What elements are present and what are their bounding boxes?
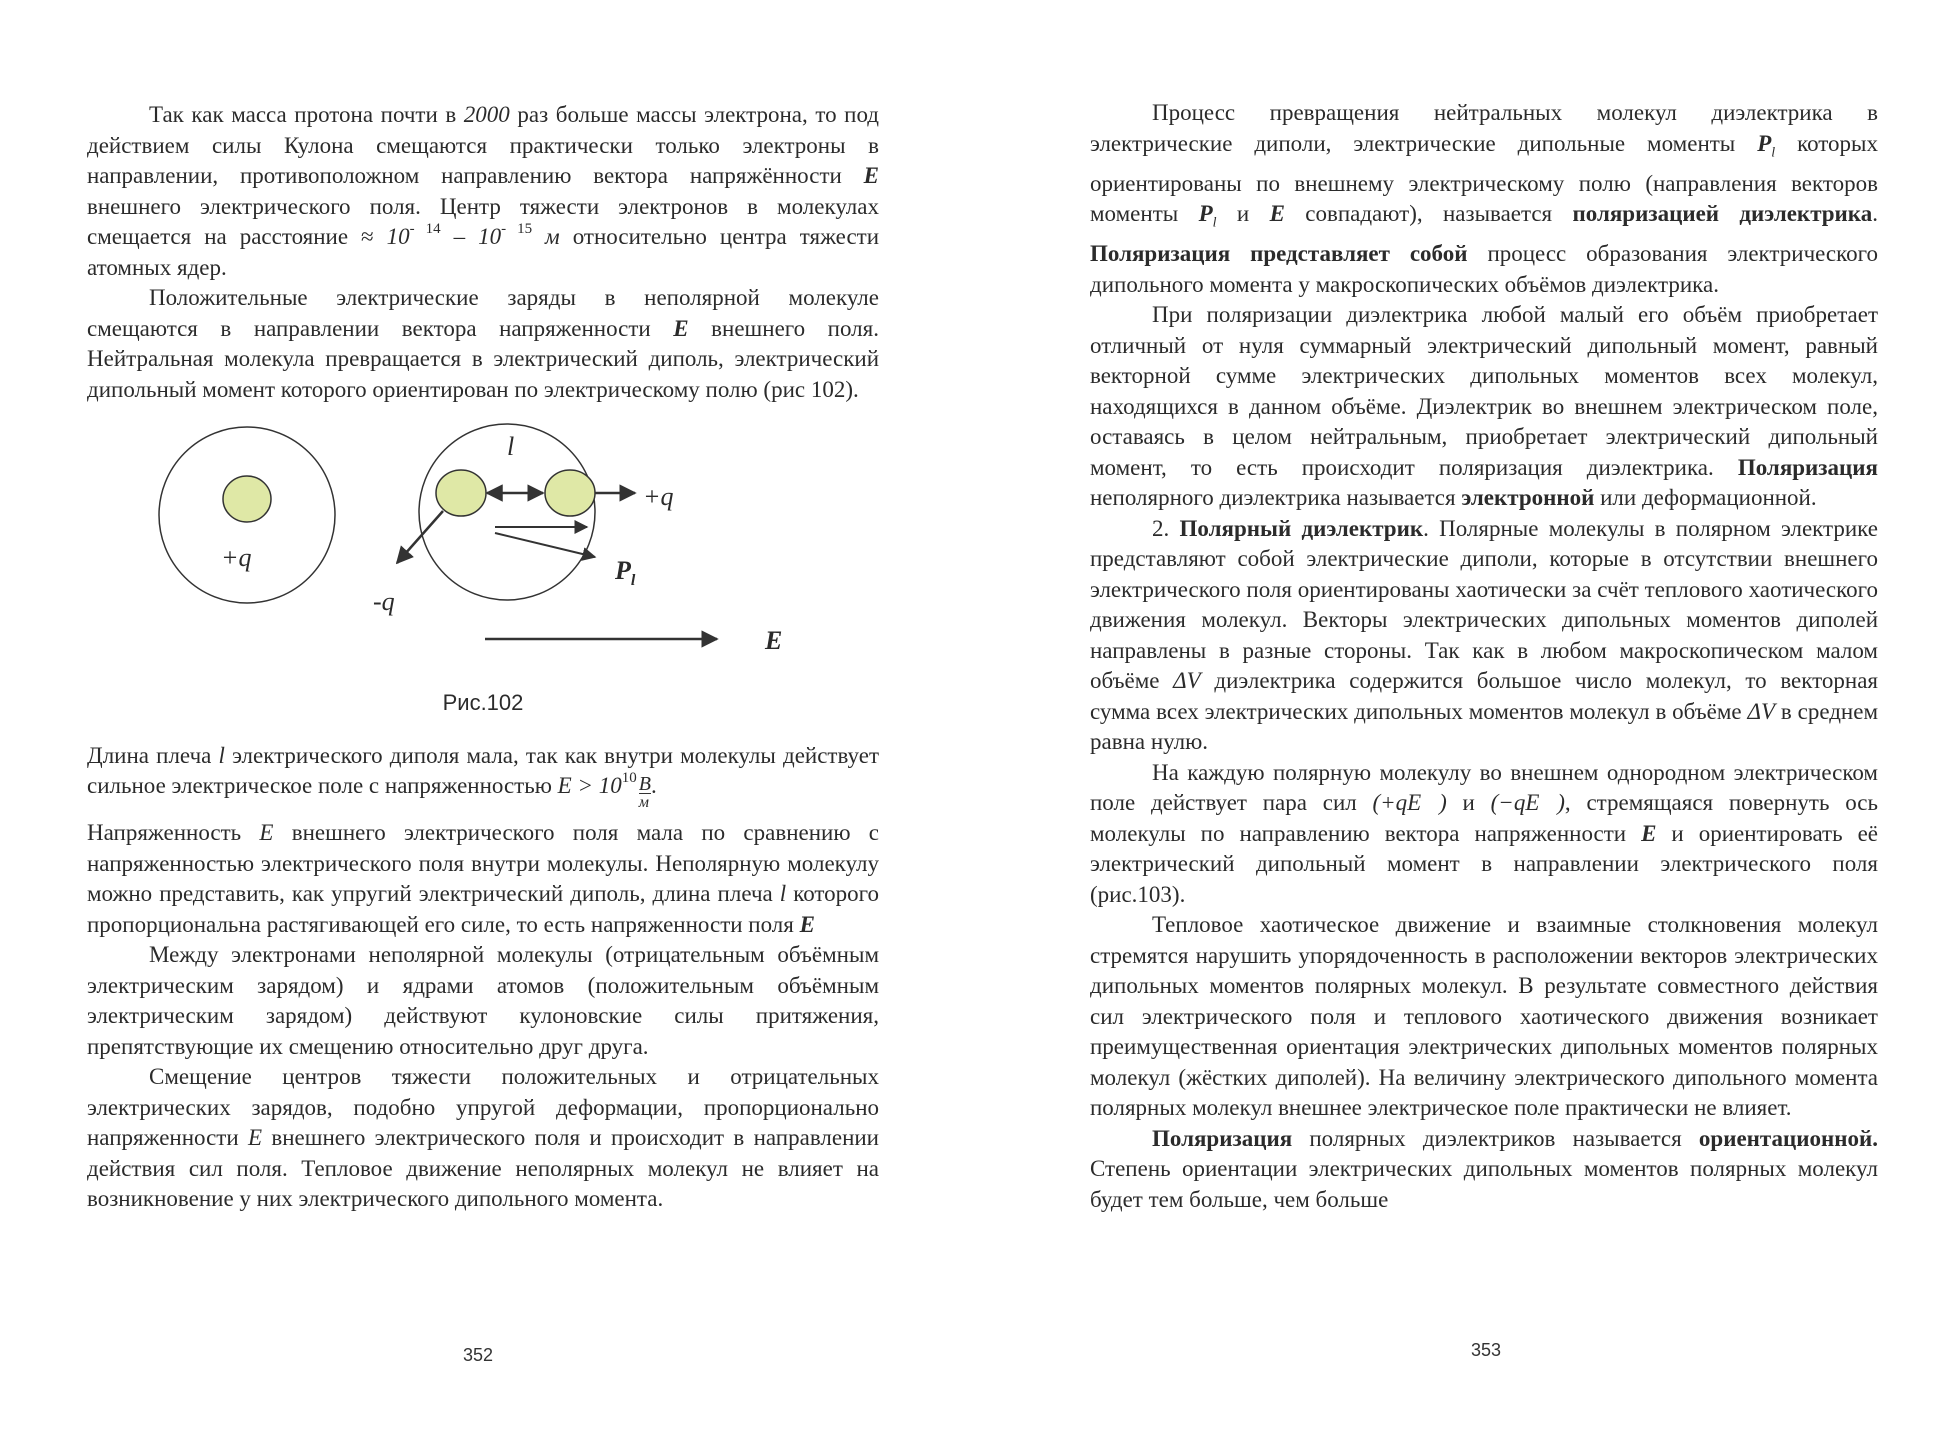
text: которого пропорциональна растягивающей его силе, то есть напряженности поля — [87, 881, 879, 937]
text: полярных диэлектриков называется — [1292, 1125, 1699, 1151]
label-E: E — [765, 626, 783, 655]
fraction — [639, 775, 651, 812]
term-bold: Поляризация — [1737, 454, 1878, 480]
subscript: l — [1771, 145, 1776, 161]
text: На каждую полярную молекулу во внешнем однородном электрическом поле действует пара сил — [1090, 759, 1878, 816]
text: . — [650, 773, 657, 798]
term-bold: поляризацией диэлектрика — [1572, 201, 1873, 227]
text: Положительные электрические заряды в неполярной молекуле смещаются в направлении вектора напряженности — [87, 285, 879, 341]
vector-symbol: E — [863, 163, 879, 188]
formula: 10 — [386, 224, 410, 249]
label-P-subscript: l — [630, 572, 636, 589]
formula: (+qE⃗) — [1372, 790, 1447, 816]
unit: м — [532, 224, 560, 249]
paragraph — [87, 1062, 879, 1215]
number: 2000 — [463, 102, 510, 127]
text: внешнего электрического поля. Центр тяжести электронов в молекулах смещается на расстояние ≈ — [87, 193, 879, 249]
dipole-moment-arrow — [495, 533, 595, 557]
term-bold: ориентационной. — [1698, 1125, 1878, 1151]
page-number: 352 — [463, 1345, 494, 1365]
paragraph — [1090, 514, 1878, 758]
symbol: l — [779, 881, 787, 906]
formula: (−qE⃗) — [1490, 790, 1565, 816]
exponent: - 15 — [501, 221, 533, 237]
paragraph — [87, 283, 879, 405]
formula: ΔV — [1747, 698, 1776, 724]
page-number: 353 — [1471, 1340, 1502, 1360]
term-bold: электронной — [1461, 485, 1595, 511]
paragraph: Тепловое хаотическое движение и взаимные столкновения молекул стремятся нарушить упорядоченность в расположении векторов электрических дипольных моментов полярных молекул. В результате совместного действия сил электрического поля и теплового хаотического движения возникает преимущественная ориентация электрических дипольных моментов полярных молекул (жёстких диполей). На величину электрического дипольного момента полярных молекул внешнее электрическое поле практически не влияет. — [1090, 912, 1878, 1121]
right-page — [978, 0, 1956, 1434]
text: . Полярные молекулы в полярном электрике представляют собой электрические диполи, которые в отсутствии внешнего электрического поля ориентированы хаотически за счёт теплового хаотического движения молекул. Векторы электрических дипольных моментов диполей направлены в разные стороны. Так как в любом макроскопическом малом объёме — [1090, 515, 1878, 694]
text: Напряженность — [87, 820, 260, 845]
paragraph — [87, 741, 879, 813]
text: совпадают), называется — [1284, 201, 1573, 227]
vector-symbol: E — [1269, 201, 1285, 227]
text: Степень ориентации электрических дипольных моментов полярных молекул будет тем больше, чем больше — [1090, 1156, 1878, 1212]
paragraph — [87, 100, 879, 283]
text: При поляризации диэлектрика любой малый его объём приобретает отличный от нуля суммарный электрический дипольный момент, равный векторной сумме электрических дипольных моментов всех молекул, находящихся в данном объёме. Диэлектрик во внешнем электрическом поле, оставаясь в целом нейтральным, приобретает электрический дипольный момент, то есть происходит поляризация диэлектрика. — [1090, 302, 1878, 480]
text: которых ориентированы по внешнему электрическому полю (направления векторов моменты — [1090, 130, 1878, 227]
text: Длина плеча — [87, 742, 219, 768]
text: и — [1216, 201, 1270, 227]
label-l: l — [507, 432, 515, 461]
exponent: 10 — [621, 770, 637, 786]
text: процесс образования электрического дипольного момента у макроскопических объёмов диэлектрика. — [1090, 241, 1878, 297]
paragraph — [1090, 1124, 1878, 1216]
paragraph — [1090, 758, 1878, 911]
label-plus-q-right: +q — [643, 482, 674, 511]
label-P — [614, 556, 636, 589]
subscript: l — [1212, 215, 1217, 231]
vector-symbol: E — [799, 911, 815, 937]
text: диэлектрика содержится большое число молекул, то векторная сумма всех электрических дипольных моментов молекул в объёме — [1090, 668, 1878, 724]
symbol: E — [259, 820, 274, 845]
exponent: - 14 — [409, 221, 441, 237]
right-page-text — [1090, 98, 1878, 1215]
text: 2. — [1152, 515, 1180, 541]
vector-symbol: E — [673, 315, 689, 341]
text: и — [1446, 790, 1491, 816]
text: Смещение центров тяжести положительных и отрицательных электрических зарядов, подобно упругой деформации, пропорционально напряженности — [87, 1064, 879, 1150]
vector-symbol: P — [1198, 201, 1213, 227]
text: раз больше массы электрона, то под действием силы Кулона смещаются практически только электроны в направлении, противоположном направлению вектора напряжённости — [87, 102, 879, 188]
text: в среднем равна нулю. — [1090, 698, 1879, 755]
formula: 10 — [478, 224, 502, 249]
text: внешнего электрического поля мала по сравнению с напряженностью электрического поля внутри молекулы. Неполярную молекулу можно представить, как упругий электрический диполь, длина плеча — [87, 820, 879, 906]
text: неполярного диэлектрика называется — [1090, 485, 1462, 511]
paragraph — [1090, 98, 1878, 300]
term-bold: Поляризация представляет собой — [1090, 241, 1468, 267]
text: , стремящаяся повернуть ось молекулы по направлению вектора напряженности — [1090, 790, 1879, 846]
formula: E > 10 — [557, 773, 622, 798]
formula: ΔV — [1173, 668, 1201, 694]
nucleus — [223, 476, 271, 522]
text: внешнего электрического поля и происходит в направлении действия сил поля. Тепловое движение неполярных молекул не влияет на возникновение у них электрического дипольного момента. — [87, 1125, 879, 1211]
text: относительно центра тяжести атомных ядер. — [87, 224, 880, 280]
paragraph — [87, 818, 879, 940]
label-P-letter: P — [615, 556, 631, 585]
left-page-text — [87, 100, 879, 1215]
paragraph — [1090, 300, 1878, 514]
figure-caption: Рис.102 — [442, 690, 524, 715]
text: – — [440, 224, 479, 249]
label-plus-q-left: +q — [221, 543, 252, 572]
label-minus-q: -q — [373, 587, 395, 616]
figure-dipole — [87, 417, 879, 682]
text: Так как масса протона почти в — [149, 102, 464, 127]
term-bold: Полярный диэлектрик — [1179, 515, 1424, 541]
text: . — [1872, 201, 1878, 227]
vector-symbol: P — [1757, 130, 1772, 156]
paragraph: Между электронами неполярной молекулы (отрицательным объёмным электрическим зарядом) и ядрами атомов (положительным объёмным электрическим зарядом) действуют кулоновские силы притяжения, препятствующие их смещению относительно друг друга. — [87, 942, 879, 1059]
symbol: E — [247, 1125, 263, 1150]
electron-cloud-center — [436, 470, 486, 516]
text: электрического диполя мала, так как внутри молекулы действует сильное электрическое поле с напряженностью — [87, 742, 879, 798]
nucleus — [545, 470, 595, 516]
text: внешнего поля. Нейтральная молекула превращается в электрический диполь, электрический дипольный момент которого ориентирован по электрическому полю (рис 102). — [87, 315, 879, 402]
fraction-numerator: B — [638, 773, 651, 795]
text: и ориентировать её электрический дипольный момент в направлении электрического поля (рис.103). — [1090, 820, 1878, 907]
fraction-denominator: м — [638, 794, 649, 811]
term-bold: Поляризация — [1152, 1125, 1293, 1151]
symbol: l — [218, 742, 225, 768]
text: или деформационной. — [1594, 485, 1817, 511]
vector-symbol: E — [1641, 820, 1657, 846]
text: Процесс превращения нейтральных молекул диэлектрика в электрические диполи, электрические дипольные моменты — [1090, 100, 1878, 156]
